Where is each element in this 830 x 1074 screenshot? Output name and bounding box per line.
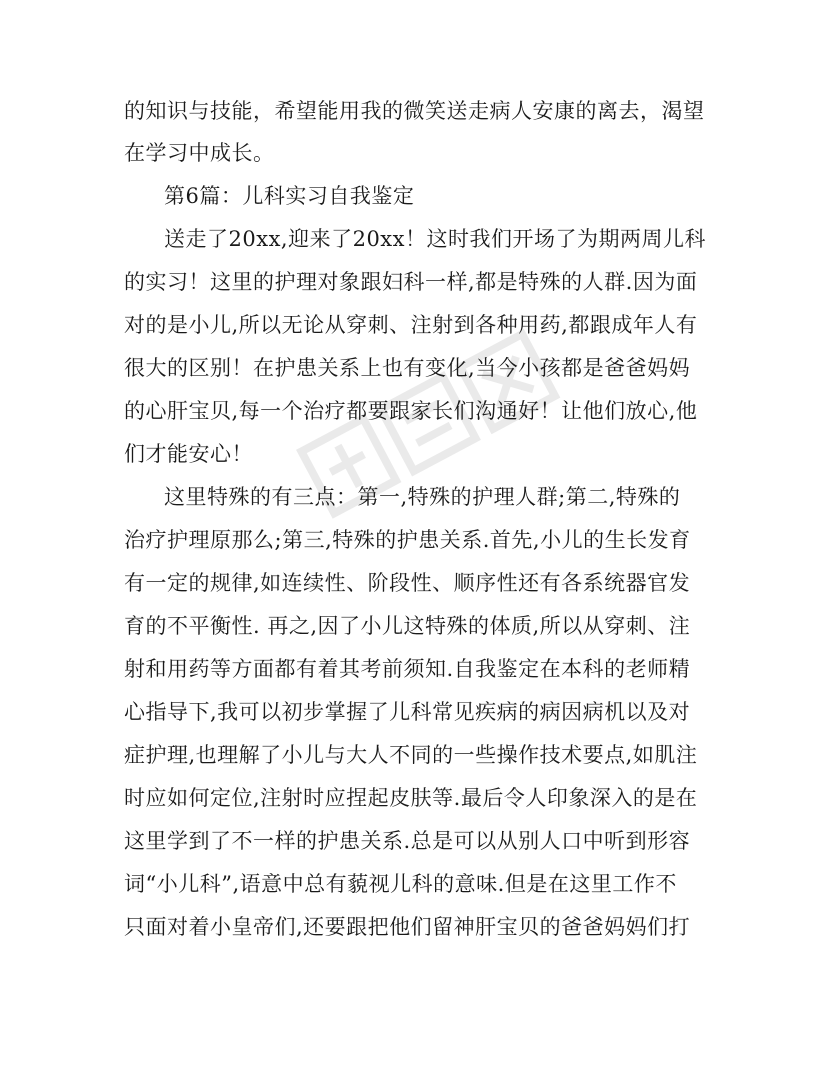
text-line-14: 射和用药等方面都有着其考前须知.自我鉴定在本科的老师精	[124, 657, 691, 681]
text-line-8: 的心肝宝贝,每一个治疗都要跟家长们沟通好！让他们放心,他	[124, 399, 698, 423]
text-line-4: 送走了20xx,迎来了20xx！这时我们开场了为期两周儿科	[164, 227, 706, 251]
text-line-5: 的实习！这里的护理对象跟妇科一样,都是特殊的人群.因为面	[124, 270, 698, 294]
text-line-1: 的知识与技能，希望能用我的微笑送走病人安康的离去，渴望	[124, 99, 705, 123]
text-line-18: 这里学到了不一样的护患关系.总是可以从别人口中听到形容	[124, 829, 691, 853]
section-heading: 第6篇：儿科实习自我鉴定	[164, 184, 415, 208]
text-line-13: 育的不平衡性. 再之,因了小儿这特殊的体质,所以从穿刺、注	[124, 614, 691, 638]
text-line-12: 有一定的规律,如连续性、阶段性、顺序性还有各系统器官发	[124, 571, 691, 595]
text-line-17: 时应如何定位,注射时应捏起皮肤等.最后令人印象深入的是在	[124, 786, 698, 810]
text-line-9: 们才能安心！	[124, 442, 253, 466]
text-line-11: 治疗护理原那么;第三,特殊的护患关系.首先,小儿的生长发育	[124, 528, 691, 552]
text-line-7: 很大的区别！在护患关系上也有变化,当今小孩都是爸爸妈妈	[124, 356, 691, 380]
text-line-6: 对的是小儿,所以无论从穿刺、注射到各种用药,都跟成年人有	[124, 313, 698, 337]
text-line-16: 症护理,也理解了小儿与大人不同的一些操作技术要点,如肌注	[124, 743, 698, 767]
text-line-2: 在学习中成长。	[124, 141, 275, 165]
text-line-10: 这里特殊的有三点：第一,特殊的护理人群;第二,特殊的	[164, 485, 681, 509]
text-line-19: 词“小儿科”,语意中总有藐视儿科的意味.但是在这里工作不	[124, 872, 677, 896]
text-line-20: 只面对着小皇帝们,还要跟把他们留神肝宝贝的爸爸妈妈们打	[124, 915, 691, 939]
text-line-15: 心指导下,我可以初步掌握了儿科常见疾病的病因病机以及对	[124, 700, 691, 724]
